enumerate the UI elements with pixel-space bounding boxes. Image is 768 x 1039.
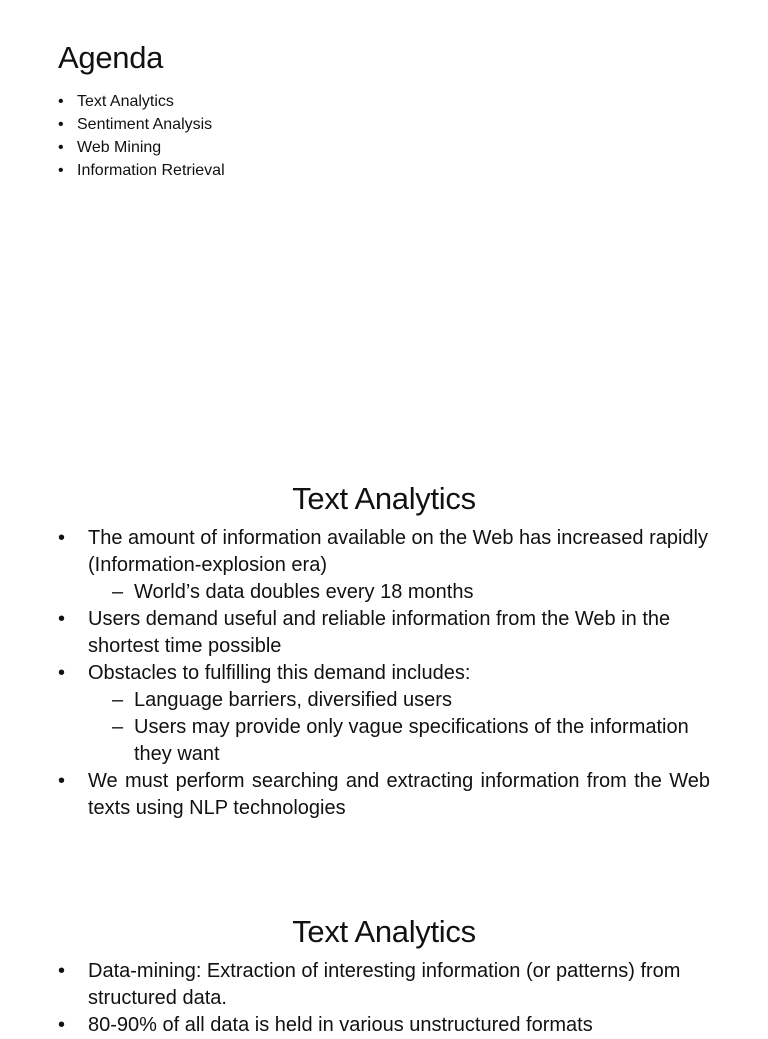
bullet-obstacles (58, 660, 710, 768)
slide-title: Text Analytics (292, 914, 476, 949)
sub-bullet-list (88, 687, 710, 768)
sub-bullet-data-doubles: – World’s data doubles every 18 months (88, 579, 710, 606)
agenda-title: Agenda (58, 40, 164, 75)
bullet-list (58, 525, 710, 822)
bullet-unstructured-data: • 80-90% of all data is held in various unstructured formats (58, 1012, 710, 1039)
sub-bullet-language-barriers: – Language barriers, diversified users (88, 687, 710, 714)
slide-title: Text Analytics (292, 481, 476, 516)
agenda-item-information-retrieval: • Information Retrieval (58, 159, 225, 182)
bullet-information-explosion (58, 525, 710, 606)
bullet-user-demand: • Users demand useful and reliable information from the Web in the shortest time possible (58, 606, 710, 660)
sub-bullet-vague-specifications: – Users may provide only vague specifications of the information they want (88, 714, 710, 768)
bullet-nlp-technologies: • We must perform searching and extracting information from the Web texts using NLP technologies (58, 768, 710, 822)
agenda-slide (0, 0, 768, 430)
agenda-list (58, 90, 225, 182)
sub-bullet-list (88, 579, 710, 606)
agenda-item-sentiment-analysis: • Sentiment Analysis (58, 113, 225, 136)
bullet-data-mining: • Data-mining: Extraction of interesting information (or patterns) from structured data. (58, 958, 710, 1012)
text-analytics-slide-2 (0, 893, 768, 1036)
bullet-text: Obstacles to fulfilling this demand includes: (88, 662, 471, 684)
text-analytics-slide-1 (0, 460, 768, 880)
agenda-item-web-mining: • Web Mining (58, 136, 225, 159)
bullet-text: The amount of information available on the Web has increased rapidly (Information-explosion era) (88, 527, 708, 576)
bullet-list (58, 958, 710, 1039)
agenda-item-text-analytics: • Text Analytics (58, 90, 225, 113)
